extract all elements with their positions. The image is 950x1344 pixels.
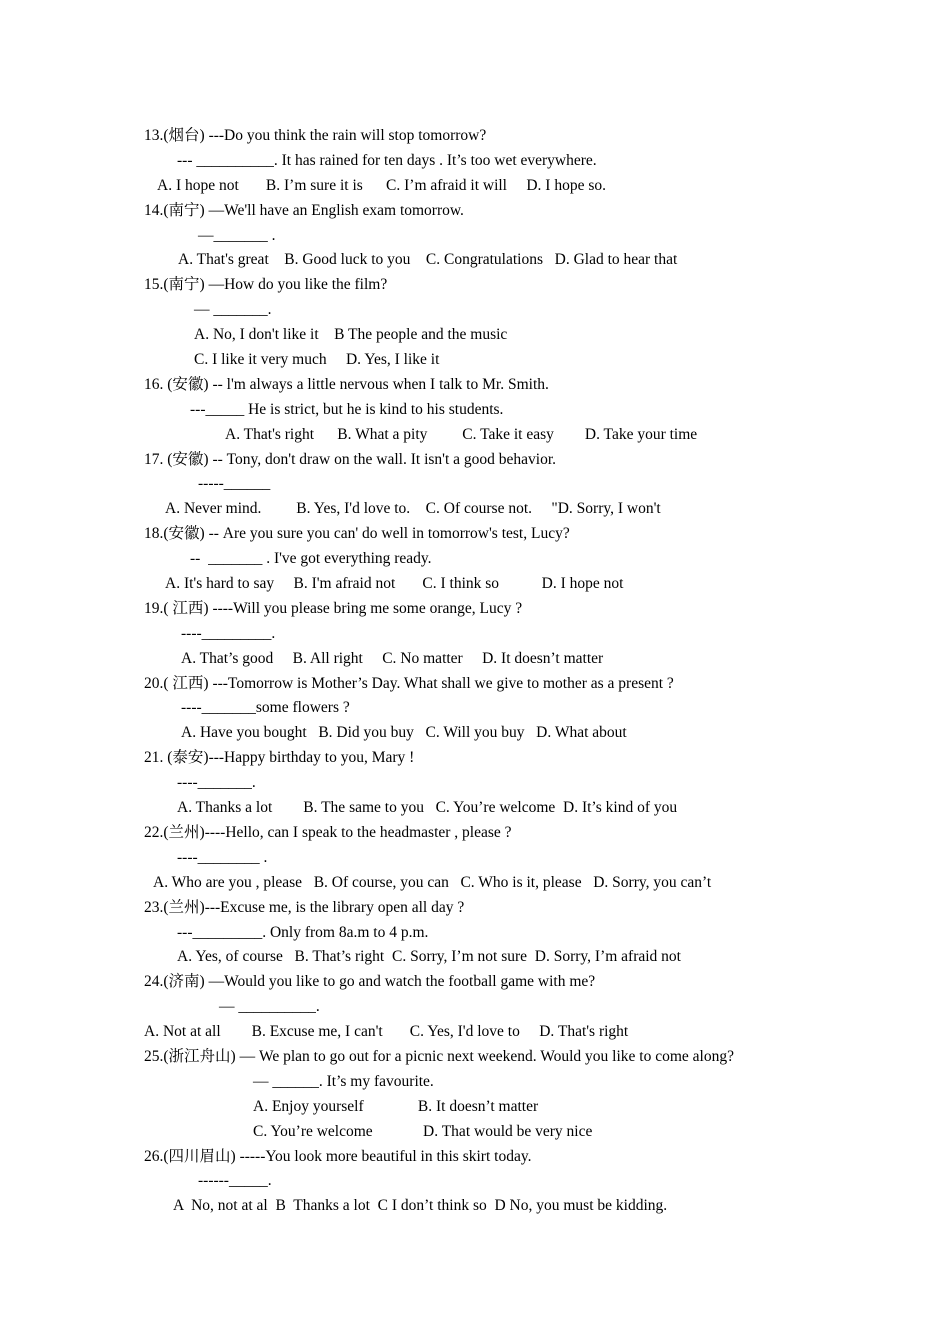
text-line: 22.(兰州)----Hello, can I speak to the headmaster , please ? xyxy=(144,823,512,841)
text-line: -- _______ . I've got everything ready. xyxy=(190,550,432,568)
question-list xyxy=(0,124,950,1219)
text-line: ----_______some flowers ? xyxy=(181,699,350,717)
text-line: 16. (安徽) -- l'm always a little nervous when I talk to Mr. Smith. xyxy=(144,375,549,393)
text-line: 19.( 江西) ----Will you please bring me some orange, Lucy ? xyxy=(144,599,523,617)
text-line: ---_________. Only from 8a.m to 4 p.m. xyxy=(177,923,429,941)
text-line: 17. (安徽) -- Tony, don't draw on the wall. It isn't a good behavior. xyxy=(144,450,557,468)
text-line: 18.(安徽) -- Are you sure you can' do well in tomorrow's test, Lucy? xyxy=(144,525,570,543)
text-line: ----_______. xyxy=(177,774,256,792)
text-line: A. Thanks a lot B. The same to you C. You’re welcome D. It’s kind of you xyxy=(177,799,678,817)
text-line: ----_________. xyxy=(181,624,276,642)
text-line: C. I like it very much D. Yes, I like it xyxy=(194,351,440,369)
text-line: A. Not at all B. Excuse me, I can't C. Yes, I'd love to D. That's right xyxy=(144,1023,629,1041)
text-line: 21. (泰安)---Happy birthday to you, Mary ! xyxy=(144,749,415,767)
text-line: — _______. xyxy=(194,301,272,319)
text-line: —_______ . xyxy=(198,226,276,244)
text-line: ---_____ He is strict, but he is kind to his students. xyxy=(190,400,504,418)
text-line: ------_____. xyxy=(198,1172,272,1190)
text-line: A. Yes, of course B. That’s right C. Sorry, I’m not sure D. Sorry, I’m afraid not xyxy=(177,948,681,966)
text-line: 15.(南宁) —How do you like the film? xyxy=(144,276,388,294)
text-line: 25.(浙江舟山) — We plan to go out for a picnic next weekend. Would you like to come along? xyxy=(144,1047,734,1065)
text-line: ----________ . xyxy=(177,848,268,866)
text-line: A. Have you bought B. Did you buy C. Will you buy D. What about xyxy=(181,724,627,742)
text-line: A. No, I don't like it B The people and the music xyxy=(194,326,508,344)
text-line: A No, not at al B Thanks a lot C I don’t think so D No, you must be kidding. xyxy=(173,1197,668,1215)
text-line: A. That’s good B. All right C. No matter D. It doesn’t matter xyxy=(181,649,604,667)
text-line: 20.( 江西) ---Tomorrow is Mother’s Day. What shall we give to mother as a present ? xyxy=(144,674,674,692)
text-line: 14.(南宁) —We'll have an English exam tomorrow. xyxy=(144,201,464,219)
text-line: — ______. It’s my favourite. xyxy=(253,1072,434,1090)
text-line: A. Never mind. B. Yes, I'd love to. C. Of course not. "D. Sorry, I won't xyxy=(165,500,661,518)
text-line: A. It's hard to say B. I'm afraid not C. I think so D. I hope not xyxy=(165,575,624,593)
text-line: — __________. xyxy=(219,998,320,1016)
text-line: 24.(济南) —Would you like to go and watch the football game with me? xyxy=(144,973,596,991)
text-line: A. Enjoy yourself B. It doesn’t matter xyxy=(253,1097,539,1115)
text-line: A. Who are you , please B. Of course, you can C. Who is it, please D. Sorry, you can’t xyxy=(153,873,712,891)
text-line: C. You’re welcome D. That would be very nice xyxy=(253,1122,593,1140)
text-line: 13.(烟台) ---Do you think the rain will stop tomorrow? xyxy=(144,127,487,144)
text-line: 23.(兰州)---Excuse me, is the library open all day ? xyxy=(144,898,465,916)
text-line: A. That's great B. Good luck to you C. Congratulations D. Glad to hear that xyxy=(178,251,678,269)
text-line: --- __________. It has rained for ten days . It’s too wet everywhere. xyxy=(177,151,597,169)
text-line: A. That's right B. What a pity C. Take it easy D. Take your time xyxy=(225,425,698,443)
text-line: A. I hope not B. I’m sure it is C. I’m afraid it will D. I hope so. xyxy=(157,176,607,194)
text-line: -----______ xyxy=(198,475,271,493)
text-line: 26.(四川眉山) -----You look more beautiful in this skirt today. xyxy=(144,1147,532,1165)
